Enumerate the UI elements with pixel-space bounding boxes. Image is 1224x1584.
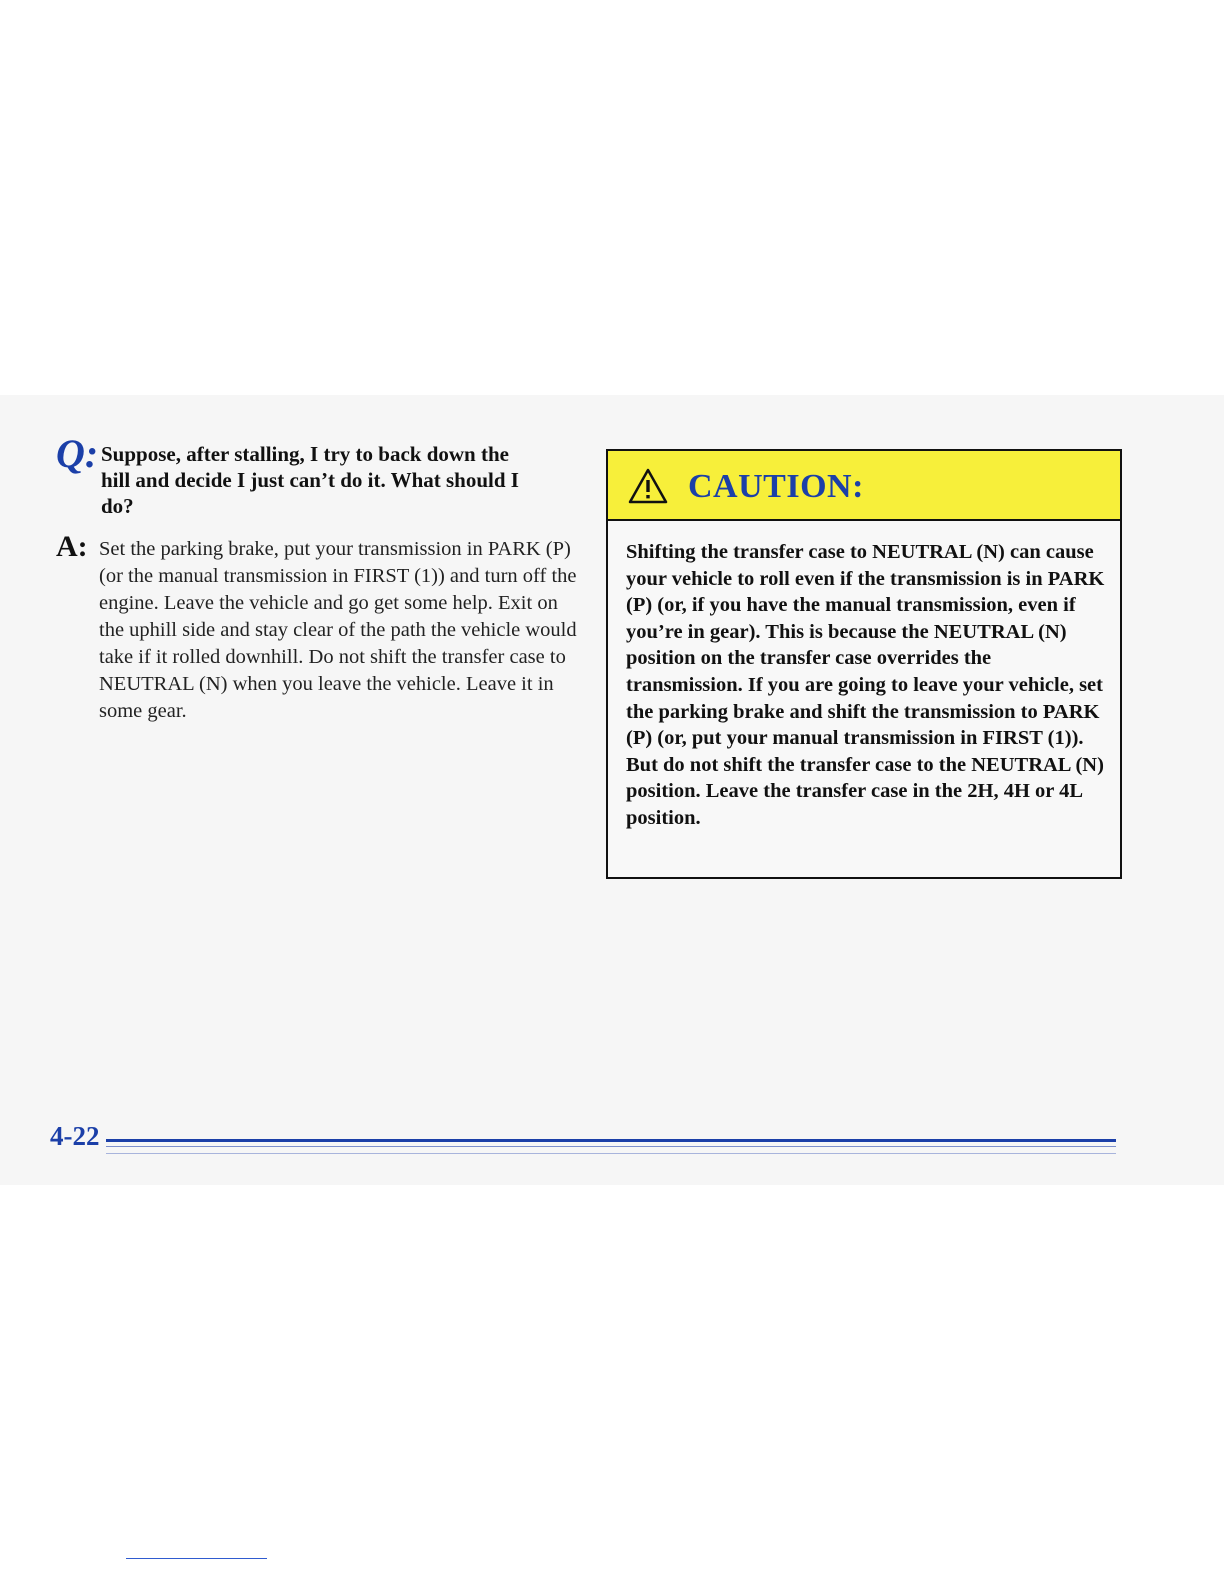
footer-rule-thin [106, 1146, 1116, 1147]
answer-text: Set the parking brake, put your transmission in PARK (P) (or the manual transmission in FIRST (1)) and turn off the engine. Leave the vehicle and go get some help. Exit on the uphill side and stay clear of the path the vehicle would take if it rolled downhill. Do not shift the transfer case to NEUTRAL (N) when you leave the vehicle. Leave it in some gear. [99, 538, 577, 722]
caution-header [608, 451, 1120, 521]
answer-marker: A: [56, 530, 88, 563]
caution-title: CAUTION: [688, 468, 864, 505]
footer-rule [106, 1139, 1116, 1142]
caution-body-text: Shifting the transfer case to NEUTRAL (N) can cause your vehicle to roll even if the transmission is in PARK (P) (or, if you have the manual transmission, even if you’re in gear). This is because the NEUTRAL (N) position on the transfer case overrides the transmission. If you are going to leave your vehicle, set the parking brake and shift the transmission to PARK (P) (or, put your manual transmission in FIRST (1)). But do not shift the transfer case to the NEUTRAL (N) position. Leave the transfer case in the 2H, 4H or 4L position. [626, 541, 1105, 829]
caution-box [606, 449, 1122, 879]
bottom-divider [126, 1558, 267, 1559]
question-marker: Q: [56, 431, 99, 476]
question-text: Suppose, after stalling, I try to back down the hill and decide I just can’t do it. What should I do? [101, 442, 519, 518]
footer-rule-thin-lower [106, 1153, 1116, 1154]
page-number: 4-22 [50, 1121, 100, 1151]
warning-triangle-icon [628, 468, 668, 504]
